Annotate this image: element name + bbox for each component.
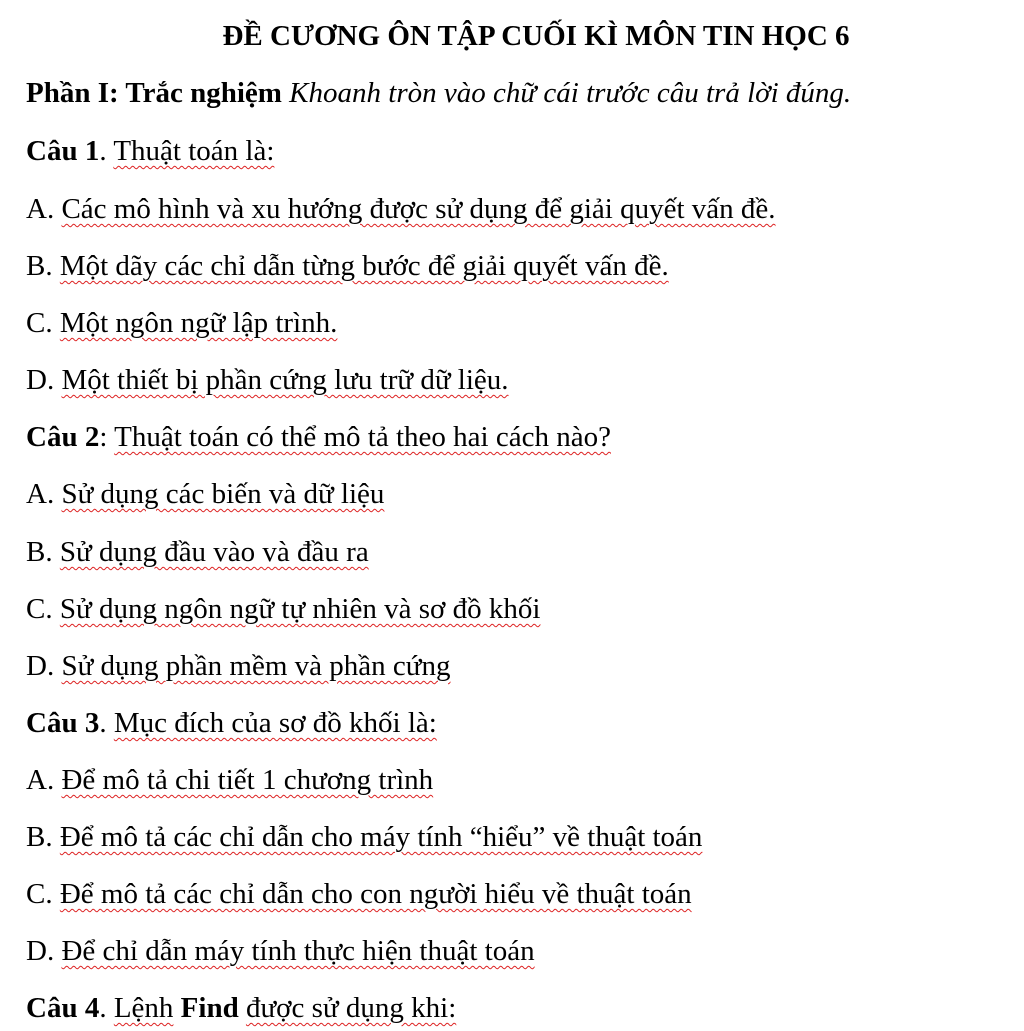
option-text: Sử dụng phần mềm và phần cứng xyxy=(61,650,451,682)
question-label: Câu 4 xyxy=(26,992,100,1024)
option-text: Để mô tả các chỉ dẫn cho con người hiểu về thuật toán xyxy=(59,878,692,910)
option-text: Một dãy các chỉ dẫn từng bước để giải quyết vấn đề. xyxy=(59,250,669,282)
option-2b xyxy=(26,532,369,572)
option-letter: B. xyxy=(26,821,53,853)
section-label: Phần I: Trắc nghiệm xyxy=(26,77,282,109)
question-separator: . xyxy=(99,135,107,167)
question-text-after: được sử dụng khi: xyxy=(245,992,457,1024)
question-separator: . xyxy=(99,707,107,739)
question-4 xyxy=(26,988,456,1028)
option-letter: A. xyxy=(26,193,55,225)
question-label: Câu 3 xyxy=(26,707,100,739)
option-text: Một thiết bị phần cứng lưu trữ dữ liệu. xyxy=(61,364,509,396)
option-text: Sử dụng đầu vào và đầu ra xyxy=(59,536,369,568)
option-text: Để mô tả chi tiết 1 chương trình xyxy=(61,764,434,796)
question-separator: : xyxy=(99,421,108,453)
section-heading xyxy=(26,73,851,113)
option-letter: D. xyxy=(26,364,55,396)
question-text: Thuật toán là: xyxy=(113,135,275,167)
question-label: Câu 1 xyxy=(26,135,100,167)
option-3a xyxy=(26,760,433,800)
option-letter: A. xyxy=(26,478,55,510)
option-3d xyxy=(26,931,535,971)
option-1a xyxy=(26,189,776,229)
option-text: Để mô tả các chỉ dẫn cho máy tính “hiểu” về thuật toán xyxy=(59,821,703,853)
question-3 xyxy=(26,703,437,743)
question-keyword: Find xyxy=(180,992,239,1024)
question-separator: . xyxy=(99,992,107,1024)
option-2d xyxy=(26,646,451,686)
option-letter: C. xyxy=(26,307,53,339)
option-1b xyxy=(26,246,669,286)
option-letter: B. xyxy=(26,250,53,282)
question-text-before: Lệnh xyxy=(113,992,174,1024)
option-1d xyxy=(26,360,509,400)
option-text: Sử dụng các biến và dữ liệu xyxy=(61,478,385,510)
option-letter: A. xyxy=(26,764,55,796)
question-2 xyxy=(26,417,611,457)
document-title: ĐỀ CƯƠNG ÔN TẬP CUỐI KÌ MÔN TIN HỌC 6 xyxy=(222,20,850,52)
option-letter: B. xyxy=(26,536,53,568)
option-2a xyxy=(26,474,384,514)
option-text: Sử dụng ngôn ngữ tự nhiên và sơ đồ khối xyxy=(59,593,541,625)
question-text: Mục đích của sơ đồ khối là: xyxy=(113,707,437,739)
option-text: Các mô hình và xu hướng được sử dụng để giải quyết vấn đề. xyxy=(61,193,776,225)
option-2c xyxy=(26,589,540,629)
option-3c xyxy=(26,874,692,914)
option-letter: D. xyxy=(26,935,55,967)
question-label: Câu 2 xyxy=(26,421,100,453)
question-text: Thuật toán có thể mô tả theo hai cách nào? xyxy=(114,421,611,453)
option-text: Một ngôn ngữ lập trình. xyxy=(59,307,338,339)
option-3b xyxy=(26,817,702,857)
option-letter: D. xyxy=(26,650,55,682)
option-letter: C. xyxy=(26,593,53,625)
option-letter: C. xyxy=(26,878,53,910)
question-1 xyxy=(26,131,274,171)
section-instruction: Khoanh tròn vào chữ cái trước câu trả lời đúng. xyxy=(289,77,852,109)
option-text: Để chỉ dẫn máy tính thực hiện thuật toán xyxy=(61,935,535,967)
option-1c xyxy=(26,303,337,343)
